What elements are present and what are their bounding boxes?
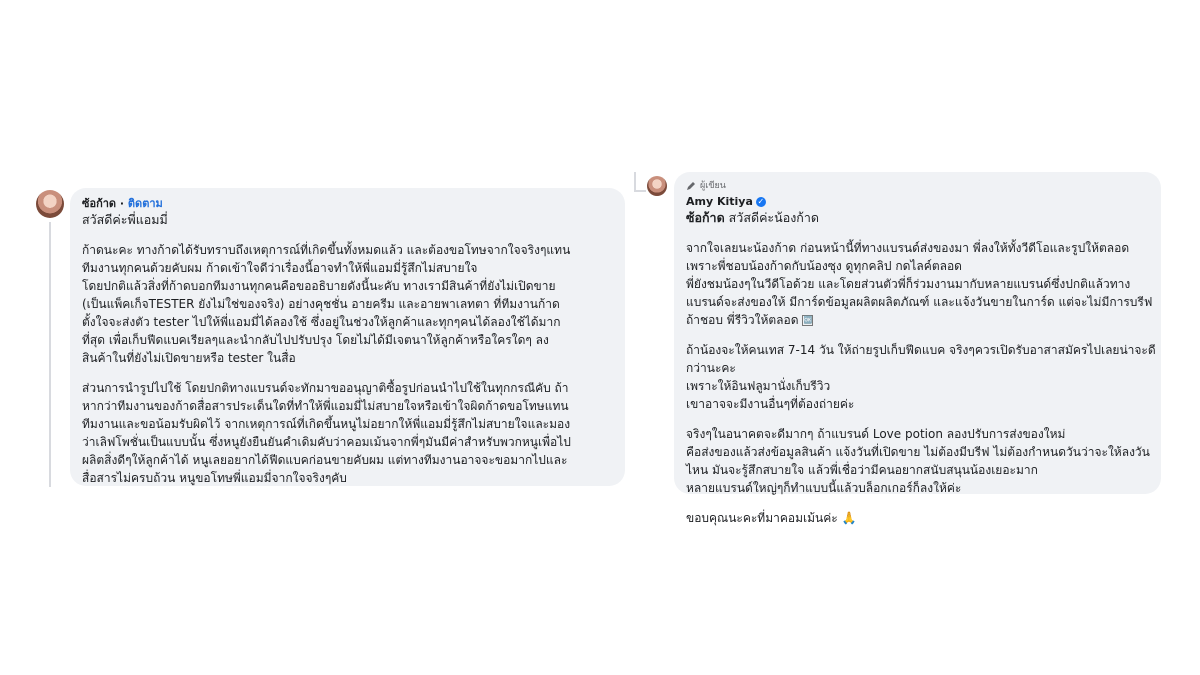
reply-paragraph-3	[686, 425, 1149, 497]
verified-icon: ✓	[757, 197, 765, 206]
reply-line: เขาอาจจะมีงานอื่นๆที่ต้องถ่ายค่ะ	[686, 397, 855, 411]
reply-line: แบรนด์จะส่งของให้ มีการ์ดข้อมูลผลิตผลิตภัณฑ์ และแจ้งวันขายในการ์ด แต่จะไม่มีการบรีฟ	[686, 295, 1153, 309]
comment-line: โดยปกติแล้วสิ่งที่ก้าดบอกทีมงานทุกคนคือขออธิบายดังนี้นะคับ ทางเรามีสินค้าที่ยังไม่เปิดขาย	[82, 279, 556, 293]
comment-paragraph-2	[82, 379, 613, 487]
follow-link[interactable]: ติดตาม	[127, 197, 163, 210]
reply-line: ถ้าน้องจะให้คนเทส 7-14 วัน ให้ถ่ายรูปเก็บฟีดแบค จริงๆควรเปิดรับอาสาสมัครไปเลยน่าจะดี	[686, 343, 1156, 357]
thread-line	[49, 222, 51, 487]
reply-author-row	[686, 194, 1149, 209]
comment-paragraph-1	[82, 241, 613, 367]
ok-emoji-icon: 🆗	[803, 316, 813, 324]
reply-greeting: ซ้อก้าด สวัสดีค่ะน้องก้าด	[686, 210, 820, 225]
comment-line: ทีมงานทุกคนด้วยคับผม ก้าดเข้าใจดีว่าเรื่องนี้อาจทำให้พี่แอมมี่รู้สึกไม่สบายใจ	[82, 261, 478, 275]
reply-line: กว่านะคะ	[686, 361, 736, 375]
comment-line: (เป็นแพ็คเก็จTESTER ยังไม่ใช่ของจริง) อย่างคุชชั่น อายครีม และอายพาเลทตา ที่ทีมงานก้าด	[82, 297, 560, 311]
comment-line: ทีมงานและขอน้อมรับผิดไว้ จากเหตุการณ์ที่เกิดขึ้นหนูไม่อยากให้พี่แอมมี่รู้สึกไม่สบายใจและมอง	[82, 417, 571, 431]
comment-line: ส่วนการนำรูปไปใช้ โดยปกติทางแบรนด์จะทักมาขออนุญาติซื้อรูปก่อนนำไปใช้ในทุกกรณีคับ ถ้า	[82, 381, 569, 395]
reply-line: พี่ยังชมน้องๆในวีดีโอด้วย และโดยส่วนตัวพี่ก็ร่วมงานมากับหลายแบรนด์ซึ่งปกติแล้วทาง	[686, 277, 1131, 291]
commenter-name[interactable]: ซ้อก้าด	[82, 197, 117, 210]
author-badge-label: ผู้เขียน	[700, 181, 726, 191]
comment-line: หากว่าทีมงานของก้าดสื่อสารประเด็นใดที่ทำให้พี่แอมมี่ไม่สบายใจหรือเข้าใจผิดก้าดขอโทษแทน	[82, 399, 569, 413]
praying-hands-icon: 🙏	[841, 511, 857, 525]
comment-line: สื่อสารไม่ครบถ้วน หนูขอโทษพี่แอมมี่จากใจจริงๆคับ	[82, 471, 347, 485]
reply-line: จากใจเลยนะน้องก้าด ก่อนหน้านี้ที่ทางแบรนด์ส่งของมา พี่ลงให้ทั้งวีดีโอและรูปให้ตลอด	[686, 241, 1130, 255]
thread-connector	[634, 190, 646, 192]
mention-link[interactable]: ซ้อก้าด	[686, 210, 725, 225]
reply-line: จริงๆในอนาคตจะดีมากๆ ถ้าแบรนด์ Love potion ลองปรับการส่งของใหม่	[686, 427, 1066, 441]
comment-bubble-left	[70, 188, 625, 486]
comment-greeting: สวัสดีค่ะพี่แอมมี่	[82, 212, 168, 227]
reply-line: คือส่งของแล้วส่งข้อมูลสินค้า แจ้งวันที่เปิดขาย ไม่ต้องมีบรีฟ ไม่ต้องกำหนดวันว่าจะให้ลงวัน	[686, 445, 1150, 459]
author-avatar[interactable]	[647, 176, 667, 196]
reply-paragraph-2	[686, 341, 1156, 413]
reply-line: เพราะพี่ชอบน้องก้าดกับน้องซุง ดูทุกคลิป กดไลค์ตลอด	[686, 259, 962, 273]
reply-line: หลายแบรนด์ใหญ่ๆก็ทำแบบนี้แล้วบล็อกเกอร์ก็ลงให้ค่ะ	[686, 481, 962, 495]
reply-closing: ขอบคุณนะคะที่มาคอมเม้นค่ะ 🙏	[686, 511, 857, 525]
reply-line: เพราะให้อินฟลูมานั่งเก็บรีวิว	[686, 379, 831, 393]
comment-line: ที่สุด เพื่อเก็บฟีดแบคเรียลๆและนำกลับไปปรับปรุง โดยไม่ได้มีเจตนาให้ลูกค้าหรือใครใดๆ ลง	[82, 333, 549, 347]
author-badge	[686, 180, 1149, 192]
commenter-avatar[interactable]	[36, 190, 64, 218]
comment-author-row: ซ้อก้าด · ติดตาม	[82, 197, 163, 210]
comment-line: ผลิตสิ่งดีๆให้ลูกค้าได้ หนูเลยอยากได้ฟีดแบคก่อนขายคับผม แต่ทางทีมงานอาจจะขอมากไปและ	[82, 453, 568, 467]
reply-paragraph-1	[686, 239, 1153, 329]
reply-line: ไหน มันจะรู้สึกสบายใจ แล้วพี่เชื่อว่ามีคนอยากสนับสนุนน้องเยอะมาก	[686, 463, 1038, 477]
reply-author-name[interactable]: Amy Kitiya	[686, 195, 753, 208]
thread-line	[634, 172, 636, 192]
comment-line: ก้าดนะคะ ทางก้าดได้รับทราบถึงเหตุการณ์ที่เกิดขึ้นทั้งหมดแล้ว และต้องขอโทษจากใจจริงๆแทน	[82, 243, 571, 257]
comment-line: ว่าเลิฟโพชั่นเป็นแบบนั้น ซึ่งหนูยังยืนยันคำเดิมคับว่าคอมเม้นจากพี่ๆมันมีค่าสำหรับพวกหนูเพื่อไป	[82, 435, 571, 449]
comment-line: สินค้าในที่ยังไม่เปิดขายหรือ tester ในสื่อ	[82, 351, 296, 365]
pencil-icon	[686, 181, 696, 191]
reply-bubble-right	[674, 172, 1161, 525]
comment-line: ตั้งใจจะส่งตัว tester ไปให้พี่แอมมี่ได้ลองใช้ ซึ่งอยู่ในช่วงให้ลูกค้าและทุกๆคนได้ลองใช้ได้มาก	[82, 315, 561, 329]
reply-line: ถ้าชอบ พี่รีวิวให้ตลอด 🆗	[686, 313, 813, 327]
